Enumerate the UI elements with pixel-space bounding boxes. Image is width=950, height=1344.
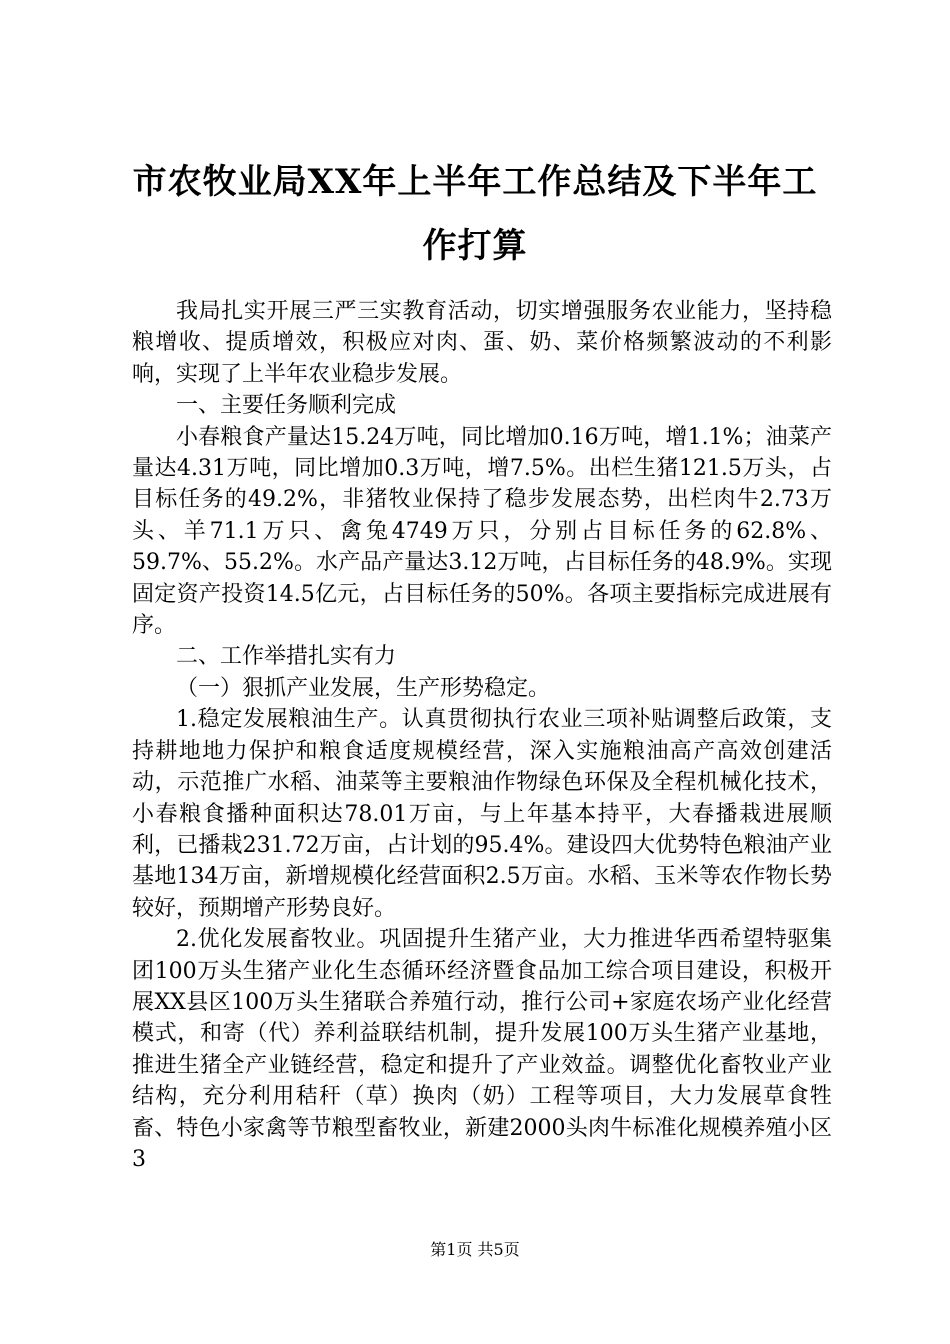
document-body: [132, 296, 832, 1175]
document-title-line-1: 市农牧业局XX年上半年工作总结及下半年工: [132, 162, 818, 202]
paragraph-livestock: 2.优化发展畜牧业。巩固提升生猪产业，大力推进华西希望特驱集团100万头生猪产业化生态循环经济暨食品加工综合项目建设，积极开展XX县区100万头生猪联合养殖行动，推行公司+家庭农场产业化经营模式，和寄（代）养利益联结机制，提升发展100万头生猪产业基地，推进生猪全产业链经营，稳定和提升了产业效益。调整优化畜牧业产业结构，充分利用秸秆（草）换肉（奶）工程等项目，大力发展草食牲畜、特色小家禽等节粮型畜牧业，新建2000头肉牛标准化规模养殖小区3: [132, 927, 832, 1172]
subsection-heading-1: （一）狠抓产业发展，生产形势稳定。: [176, 675, 551, 701]
paragraph-statistics: 小春粮食产量达15.24万吨，同比增加0.16万吨，增1.1%；油菜产量达4.31万吨，同比增加0.3万吨，增7.5%。出栏生猪121.5万头，占目标任务的49.2%，非猪牧业保持了稳步发展态势，出栏肉牛2.73万头、羊71.1万只、禽兔4749万只，分别占目标任务的62.8%、59.7%、55.2%。水产品产量达3.12万吨，占目标任务的48.9%。实现固定资产投资14.5亿元，占目标任务的50%。各项主要指标完成进展有序。: [132, 424, 832, 639]
paragraph-intro: 我局扎实开展三严三实教育活动，切实增强服务农业能力，坚持稳粮增收、提质增效，积极应对肉、蛋、奶、菜价格频繁波动的不利影响，实现了上半年农业稳步发展。: [132, 299, 832, 387]
section-heading-1: 一、主要任务顺利完成: [176, 393, 397, 419]
paragraph-grain-oil: 1.稳定发展粮油生产。认真贯彻执行农业三项补贴调整后政策，支持耕地地力保护和粮食适度规模经营，深入实施粮油高产高效创建活动，示范推广水稻、油菜等主要粮油作物绿色环保及全程机械化技术，小春粮食播种面积达78.01万亩，与上年基本持平，大春播栽进展顺利，已播栽231.72万亩，占计划的95.4%。建设四大优势特色粮油产业基地134万亩，新增规模化经营面积2.5万亩。水稻、玉米等农作物长势较好，预期增产形势良好。: [132, 707, 832, 921]
page-footer: 第1页 共5页: [430, 1240, 520, 1259]
section-heading-2: 二、工作举措扎实有力: [176, 644, 397, 670]
document-title-line-2: 作打算: [422, 226, 528, 266]
